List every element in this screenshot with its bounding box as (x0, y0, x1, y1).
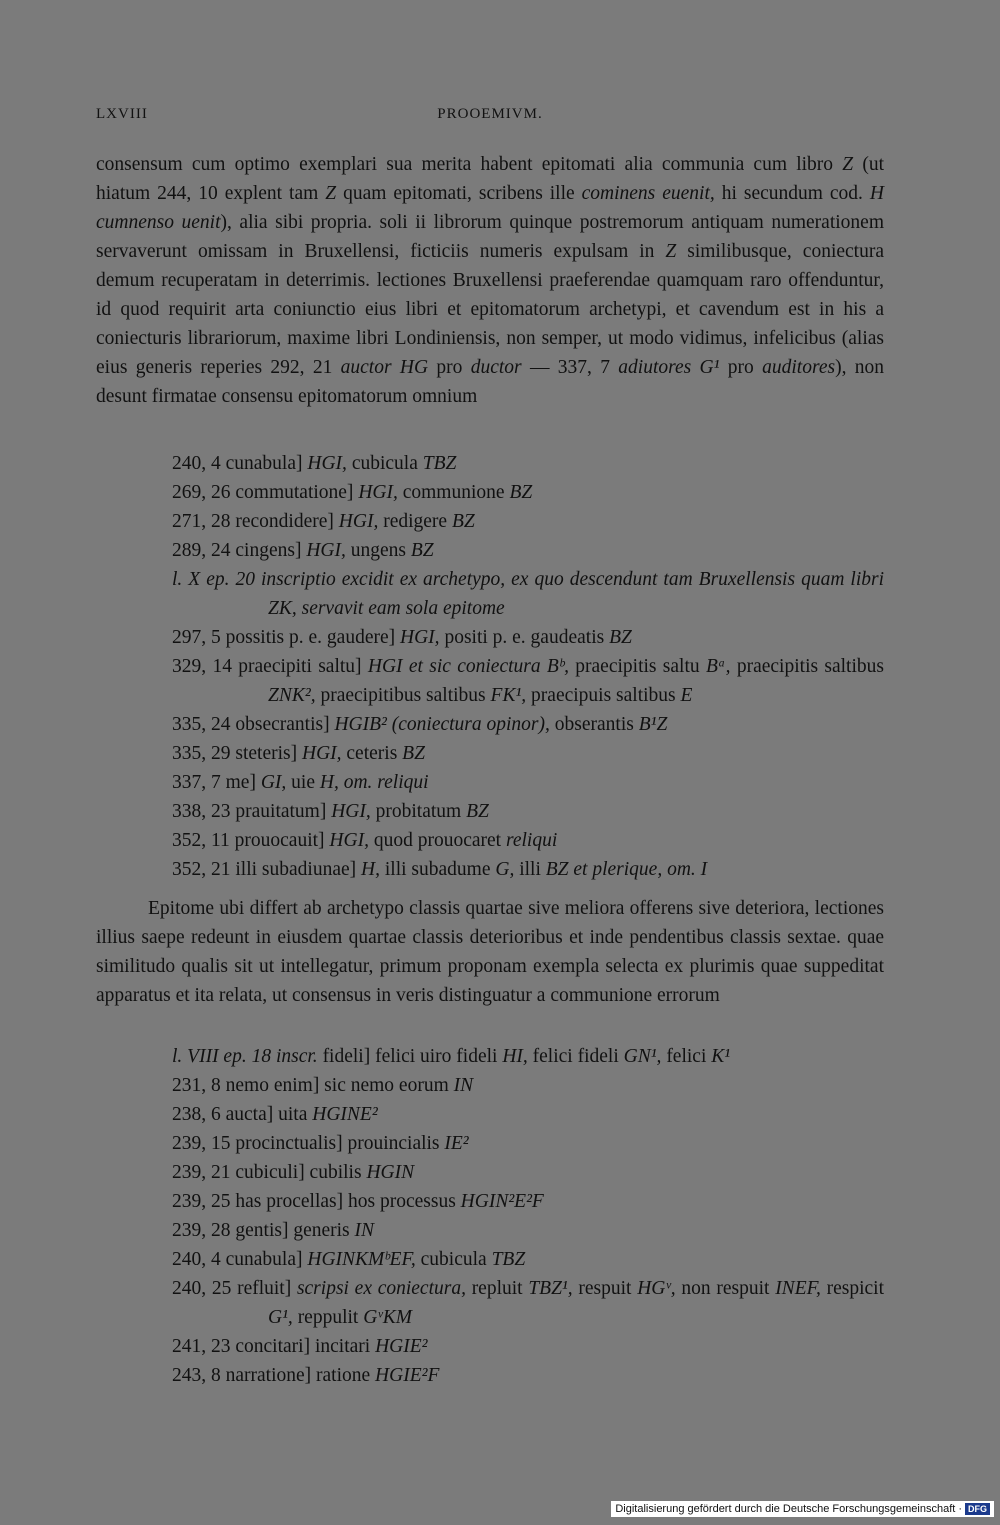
list-item: 338, 23 prauitatum] HGI, probitatum BZ (172, 801, 489, 822)
footer-separator: · (958, 1503, 962, 1515)
list-item: 240, 4 cunabula] HGINKMᵇEF, cubicula TBZ (172, 1249, 526, 1270)
paragraph-2: Epitome ubi differt ab archetypo classis quartae sive meliora offerens sive deteriora, lectiones illius saepe redeunt in eiusdem quartae classis deterioribus et inde pendentibus classis sextae. quae similitudo qualis sit ut intellegatur, primum proponam exempla selecta ex plurimis quae suppeditat apparatus et ita relata, ut consensus in veris distinguatur a communione errorum (96, 898, 884, 1006)
list-item: 239, 21 cubiculi] cubilis HGIN (172, 1162, 415, 1183)
page-number: LXVIII (96, 106, 148, 122)
variant-list-2 (172, 1042, 884, 1390)
list-item: 238, 6 aucta] uita HGINE² (172, 1104, 378, 1125)
list-item: 289, 24 cingens] HGI, ungens BZ (172, 540, 434, 561)
paragraph-1: consensum cum optimo exemplari sua merita habent epitomati alia communia cum libro Z (ut hiatum 244, 10 explent tam Z quam epitomati, scribens ille cominens euenit, hi secundum cod. H cumnenso uenit), alia sibi propria. soli ii librorum quinque postremorum antiquam numerationem servaverunt omissam in Bruxellensi, ficticiis numeris expulsam in Z similibusque, coniectura demum recuperatam in deterrimis. lectiones Bruxellensi praeferendae quamquam raro offenduntur, id quod requirit arta coniunctio eius libri et epitomatorum archetypi, et cavendum est in his a coniecturis librariorum, maxime libri Londiniensis, non semper, ut modo vidimus, infelicibus (alias eius generis reperies 292, 21 auctor HG pro ductor — 337, 7 adiutores G¹ pro auditores), non desunt firmatae consensu epitomatorum omnium (96, 154, 885, 407)
list-item: 271, 28 recondidere] HGI, redigere BZ (172, 511, 475, 532)
list-item: 239, 28 gentis] generis IN (172, 1220, 375, 1241)
list-item: 335, 24 obsecrantis] HGIB² (coniectura opinor), obserantis B¹Z (172, 714, 668, 735)
list-item: l. X ep. 20 inscriptio excidit ex archetypo, ex quo descendunt tam Bruxellensis quam libri ZK, servavit eam sola epitome (172, 569, 884, 619)
list-item: 335, 29 steteris] HGI, ceteris BZ (172, 743, 425, 764)
list-item: 269, 26 commutatione] HGI, communione BZ (172, 482, 533, 503)
page-header (96, 106, 884, 130)
funding-footer (611, 1501, 994, 1517)
list-item: 352, 21 illi subadiunae] H, illi subadume G, illi BZ et plerique, om. I (172, 859, 708, 880)
list-item: 239, 25 has procellas] hos processus HGIN²E²F (172, 1191, 544, 1212)
list-item: 337, 7 me] GI, uie H, om. reliqui (172, 772, 429, 793)
list-item: 240, 4 cunabula] HGI, cubicula TBZ (172, 453, 457, 474)
list-item: 240, 25 refluit] scripsi ex coniectura, repluit TBZ¹, respuit HGᵛ, non respuit INEF, respicit G¹, reppulit GᵛKM (172, 1278, 884, 1328)
running-title: PROOEMIVM. (437, 106, 543, 122)
list-item: 231, 8 nemo enim] sic nemo eorum IN (172, 1075, 474, 1096)
list-item: 352, 11 prouocauit] HGI, quod prouocaret reliqui (172, 830, 558, 851)
list-item: 243, 8 narratione] ratione HGIE²F (172, 1365, 440, 1386)
list-item: 241, 23 concitari] incitari HGIE² (172, 1336, 428, 1357)
list-item: l. VIII ep. 18 inscr. fideli] felici uiro fideli HI, felici fideli GN¹, felici K¹ (172, 1046, 731, 1067)
variant-list-1 (172, 449, 884, 884)
list-item: 239, 15 procinctualis] prouincialis IE² (172, 1133, 469, 1154)
list-item: 329, 14 praecipiti saltu] HGI et sic coniectura Bᵇ, praecipitis saltu Bᵃ, praecipitis saltibus ZNK², praecipitibus saltibus FK¹, praecipuis saltibus E (172, 656, 884, 706)
dfg-logo: DFG (965, 1503, 990, 1515)
list-item: 297, 5 possitis p. e. gaudere] HGI, positi p. e. gaudeatis BZ (172, 627, 632, 648)
footer-text: Digitalisierung gefördert durch die Deutsche Forschungsgemeinschaft (615, 1503, 956, 1515)
